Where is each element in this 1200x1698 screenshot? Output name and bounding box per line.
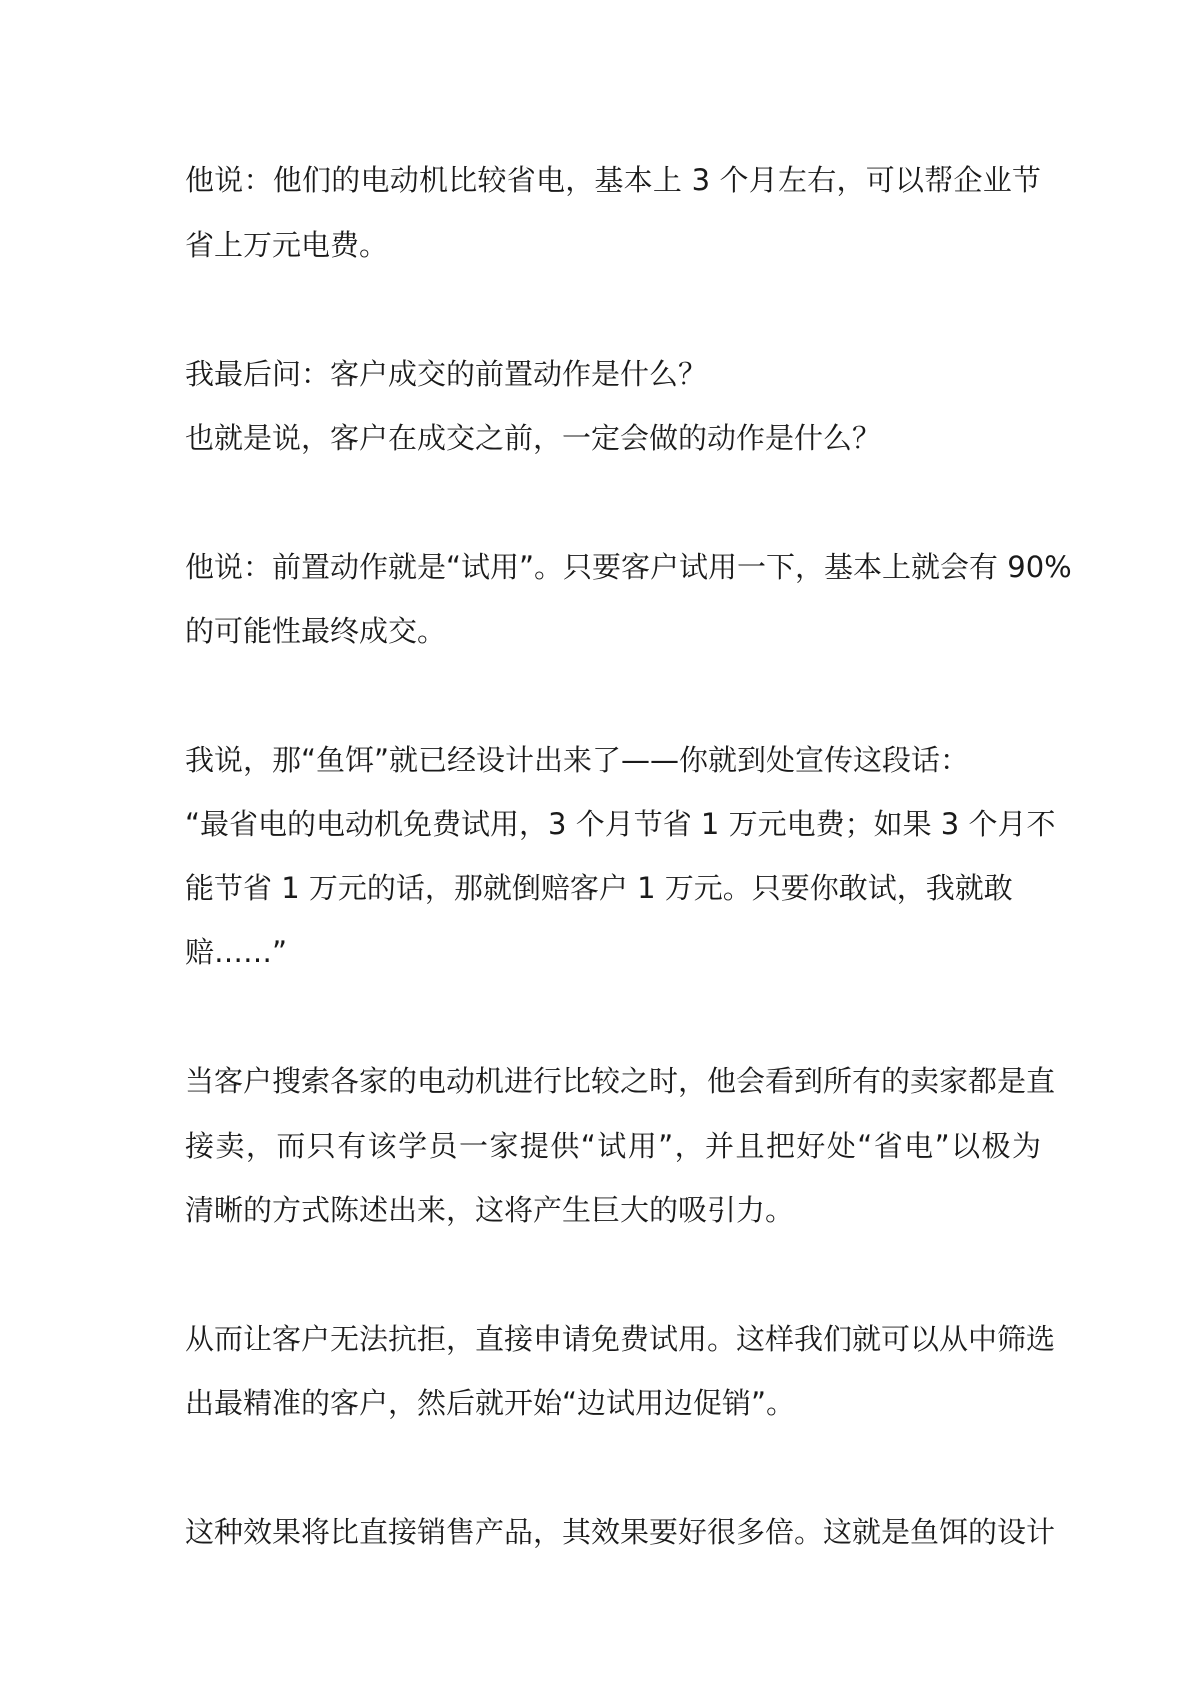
text-line: 从而让客户无法抗拒，直接申请免费试用。这样我们就可以从中筛选 (185, 1322, 1056, 1356)
text-line: 清晰的方式陈述出来，这将产生巨大的吸引力。 (185, 1193, 795, 1227)
text-line: 的可能性最终成交。 (185, 614, 447, 648)
text-line: 赔……” (185, 935, 288, 969)
text-line: 他说：前置动作就是“试用”。只要客户试用一下，基本上就会有 90% (185, 550, 1072, 584)
text-line: “最省电的电动机免费试用，3 个月节省 1 万元电费；如果 3 个月不 (185, 807, 1056, 841)
text-line: 能节省 1 万元的话，那就倒赔客户 1 万元。只要你敢试，我就敢 (185, 871, 1013, 905)
text-line: 也就是说，客户在成交之前，一定会做的动作是什么？ (185, 421, 882, 455)
text-line: 我说，那“鱼饵”就已经设计出来了——你就到处宣传这段话： (185, 743, 970, 777)
text-line: 出最精准的客户，然后就开始“边试用边促销”。 (185, 1386, 796, 1420)
text-line: 接卖，而只有该学员一家提供“试用”，并且把好处“省电”以极为 (185, 1129, 1041, 1163)
text-line: 我最后问：客户成交的前置动作是什么？ (185, 357, 708, 391)
text-line: 这种效果将比直接销售产品，其效果要好很多倍。这就是鱼饵的设计 (185, 1515, 1056, 1549)
text-line: 他说：他们的电动机比较省电，基本上 3 个月左右，可以帮企业节 (185, 163, 1041, 197)
text-line: 当客户搜索各家的电动机进行比较之时，他会看到所有的卖家都是直 (185, 1064, 1056, 1098)
text-line: 省上万元电费。 (185, 228, 389, 262)
